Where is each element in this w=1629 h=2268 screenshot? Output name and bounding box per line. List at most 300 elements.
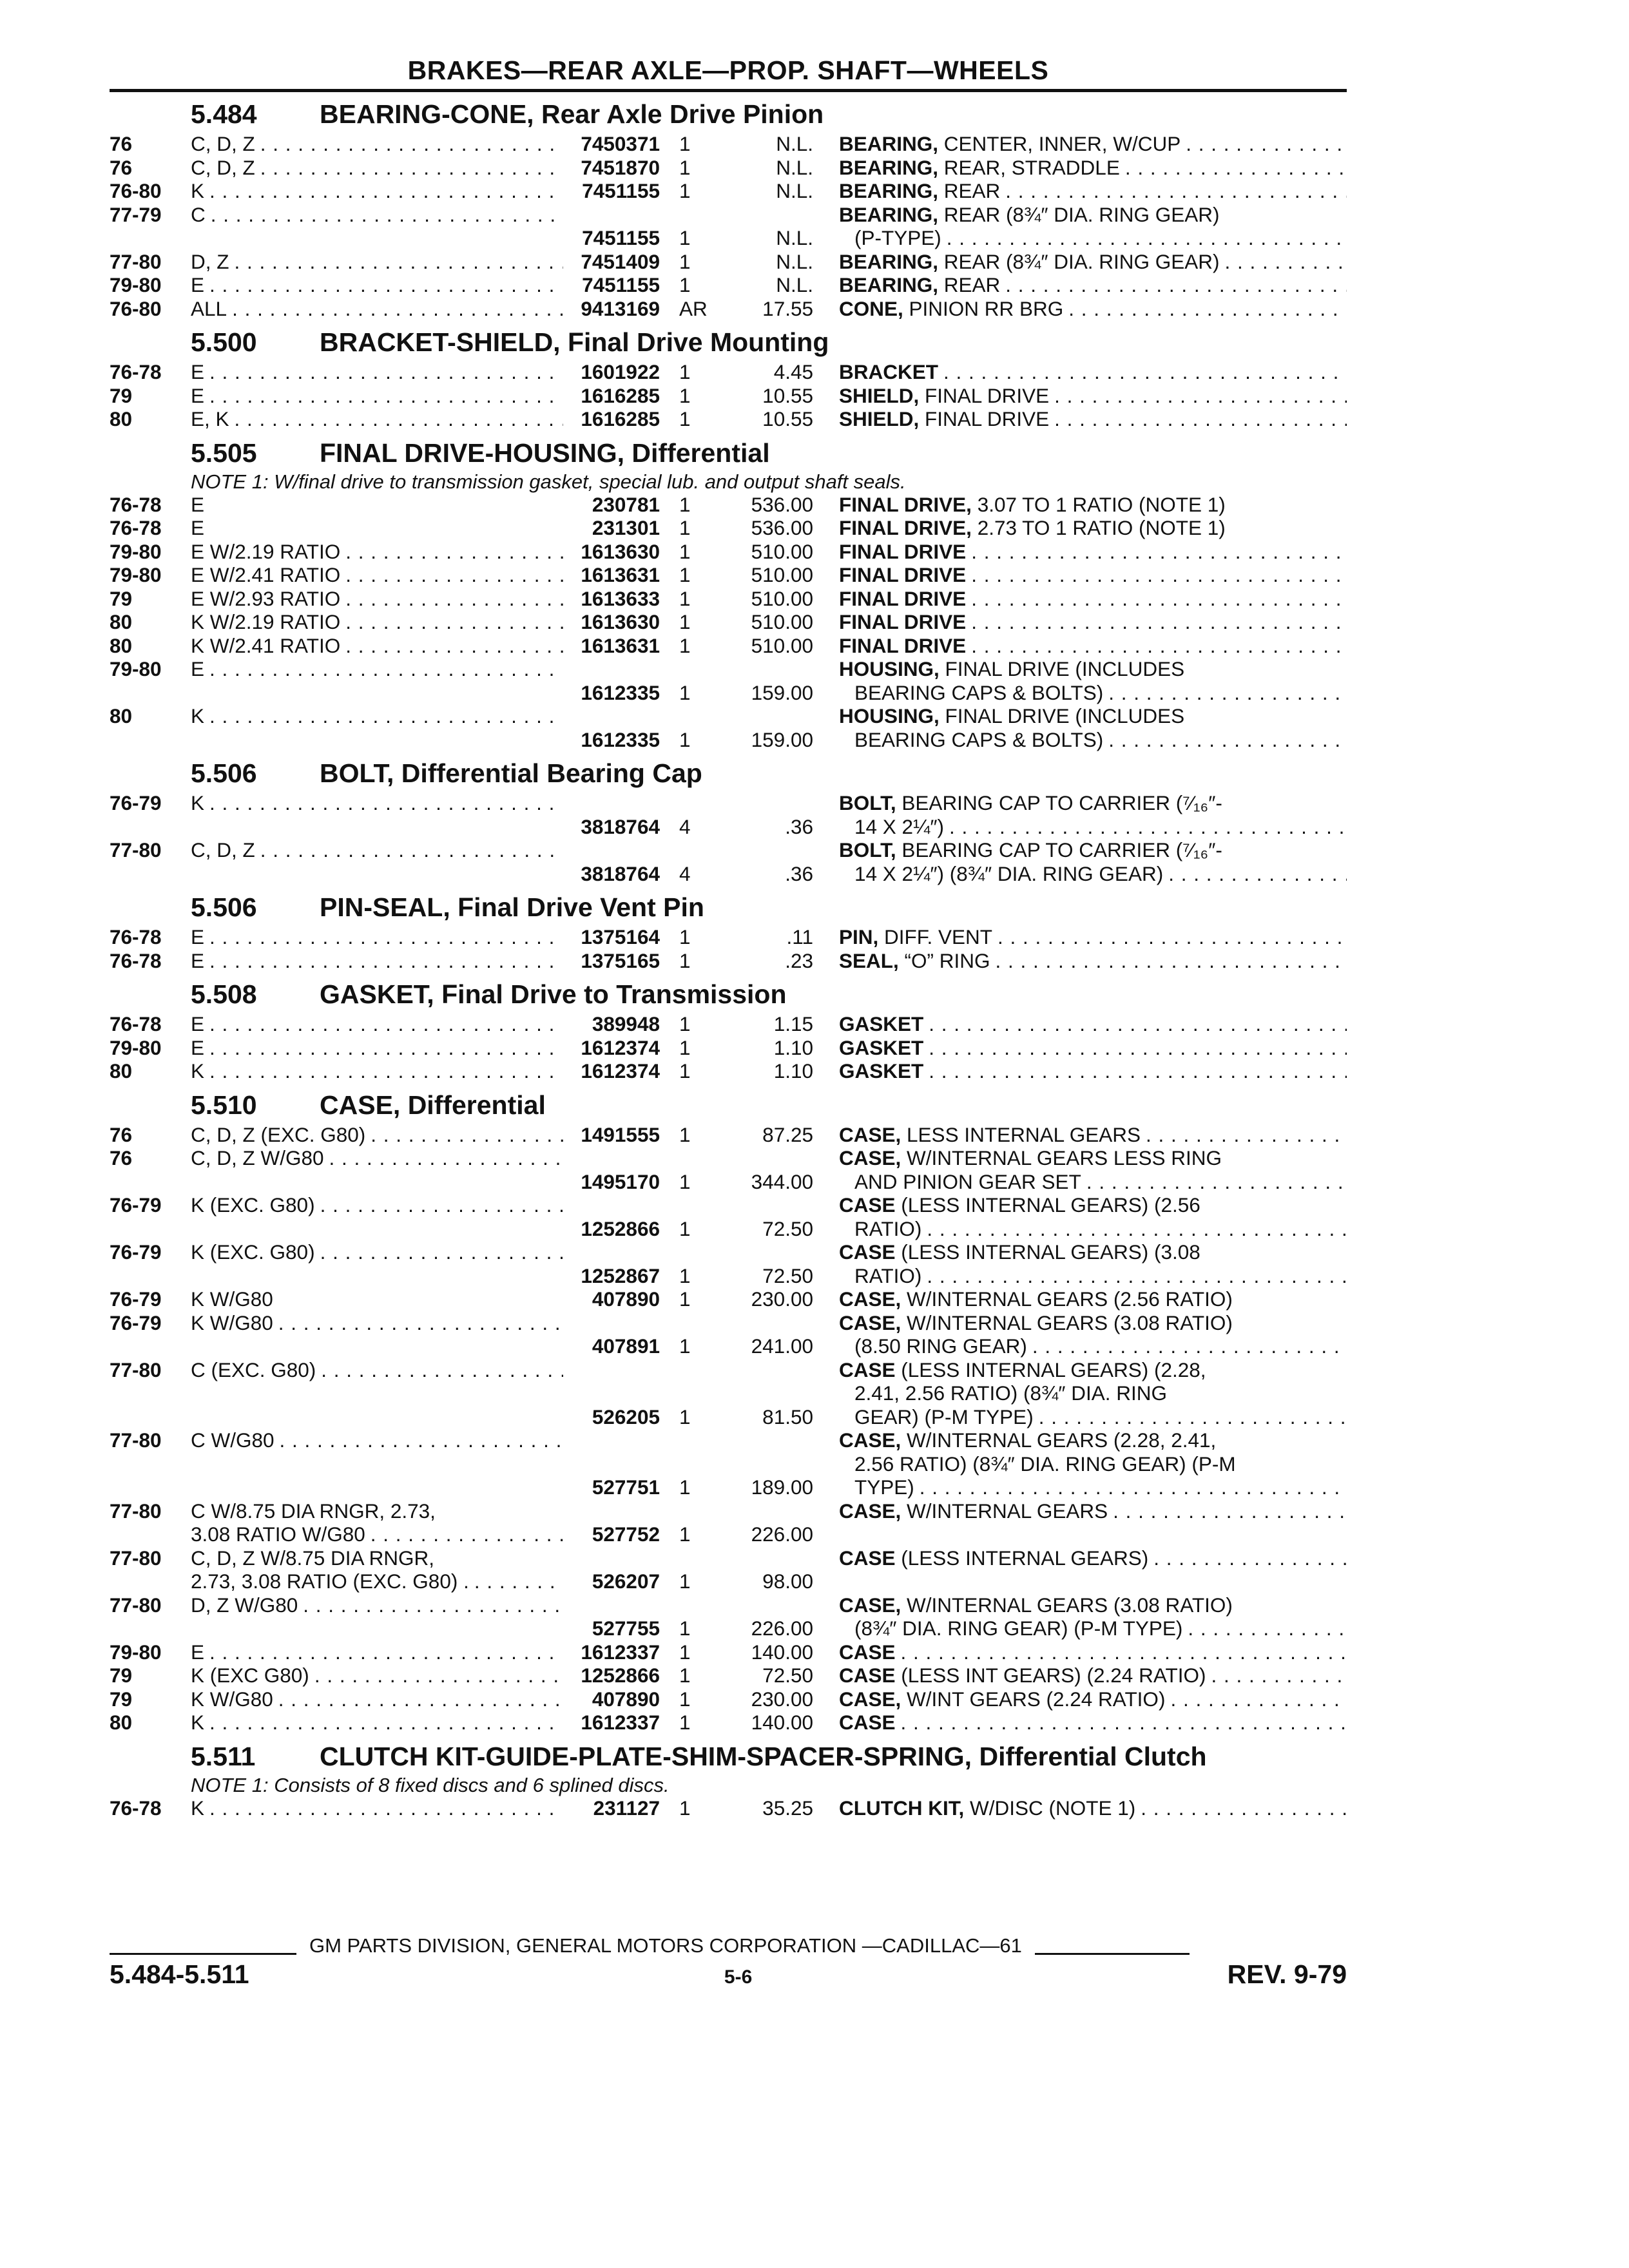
- part-number: 231127: [593, 1796, 660, 1820]
- dot-leader: [204, 384, 563, 408]
- list-price: 72.50: [762, 1264, 813, 1287]
- list-price: 10.55: [762, 383, 813, 407]
- model-applicability: [191, 203, 563, 250]
- part-description: [813, 540, 1347, 564]
- model-text: K W/G80: [191, 1287, 273, 1311]
- part-description: [813, 1146, 1347, 1193]
- description-detail: W/INTERNAL GEARS (2.28, 2.41,: [901, 1428, 1217, 1452]
- description-keyword: FINAL DRIVE,: [839, 492, 972, 516]
- part-number: 1616285: [581, 383, 660, 407]
- section-number: 5.510: [191, 1090, 257, 1120]
- parts-row: [110, 925, 1347, 949]
- description-text: (P-TYPE): [854, 226, 941, 249]
- description-keyword: GASKET: [839, 1012, 924, 1035]
- model-text: K W/2.41 RATIO: [191, 633, 341, 657]
- quantity-cell: [660, 704, 720, 751]
- model-line: [191, 1796, 563, 1820]
- part-number: 526207: [592, 1570, 660, 1593]
- quantity-cell: [660, 634, 720, 658]
- model-text: C, D, Z: [191, 155, 255, 179]
- description-text: [839, 634, 966, 658]
- description-line: [839, 704, 1347, 728]
- part-number-cell: [563, 1593, 660, 1640]
- parts-row: [110, 704, 1347, 751]
- sections-container: [110, 96, 1347, 1820]
- model-year: 76-78: [110, 1012, 162, 1035]
- description-keyword: SHIELD,: [839, 407, 920, 430]
- model-year: 76-79: [110, 1240, 162, 1264]
- part-number-cell: [563, 634, 660, 658]
- list-price: 17.55: [762, 296, 813, 320]
- parts-row: [110, 132, 1347, 156]
- parts-row: [110, 610, 1347, 634]
- description-text: [839, 156, 1120, 180]
- model-applicability: [191, 563, 563, 587]
- parts-row: [110, 179, 1347, 203]
- section-title: BRACKET-SHIELD, Final Drive Mounting: [320, 327, 829, 357]
- list-price: .11: [786, 925, 813, 948]
- model-text: K W/G80: [191, 1311, 273, 1334]
- quantity-cell: [660, 493, 720, 517]
- quantity: 1: [679, 1122, 691, 1146]
- part-number: 1612337: [581, 1711, 660, 1734]
- dot-leader: [204, 493, 563, 517]
- price-cell: [720, 1146, 813, 1193]
- model-text: E: [191, 383, 205, 407]
- description-keyword: CASE: [839, 1546, 896, 1570]
- quantity-cell: [660, 179, 720, 203]
- model-line: [191, 1059, 563, 1083]
- description-detail: FINAL DRIVE (INCLUDES: [939, 704, 1185, 727]
- dot-leader: [1000, 273, 1347, 297]
- description-text: [839, 1146, 1222, 1170]
- part-number: 230781: [592, 492, 660, 516]
- price-cell: [720, 1428, 813, 1499]
- model-year: 80: [110, 610, 133, 633]
- price-cell: [720, 1123, 813, 1147]
- quantity-cell: [660, 1311, 720, 1358]
- model-applicability: [191, 1711, 563, 1735]
- description-keyword: BOLT,: [839, 838, 896, 861]
- model-text: E: [191, 360, 205, 383]
- description-line: [839, 815, 1347, 839]
- description-detail: W/INTERNAL GEARS LESS RING: [901, 1146, 1222, 1169]
- part-number-cell: [563, 203, 660, 250]
- model-line: [191, 704, 563, 728]
- description-text: [839, 1012, 923, 1036]
- quantity: 1: [679, 563, 691, 586]
- description-text: AND PINION GEAR SET: [854, 1169, 1081, 1193]
- catalog-section: [110, 889, 1347, 972]
- dot-leader: [966, 540, 1347, 564]
- part-description: [813, 516, 1347, 540]
- quantity: 1: [679, 727, 691, 751]
- model-line: [191, 540, 563, 564]
- description-keyword: HOUSING,: [839, 657, 940, 680]
- quantity: 1: [679, 1711, 691, 1734]
- description-keyword: HOUSING,: [839, 704, 940, 727]
- model-year: 80: [110, 704, 133, 727]
- parts-row: [110, 1287, 1347, 1311]
- description-keyword: BOLT,: [839, 791, 896, 814]
- dot-leader: [227, 297, 563, 321]
- part-number-cell: [563, 1687, 660, 1711]
- model-year: 77-80: [110, 838, 162, 861]
- model-line: [191, 493, 563, 517]
- parts-row: [110, 949, 1347, 973]
- section-note: NOTE 1: Consists of 8 fixed discs and 6 splined discs.: [191, 1773, 670, 1796]
- model-line: [191, 925, 563, 949]
- description-detail: (LESS INTERNAL GEARS) (2.56: [895, 1193, 1200, 1216]
- page-header-title: BRAKES—REAR AXLE—PROP. SHAFT—WHEELS: [110, 53, 1347, 92]
- description-line: [839, 1796, 1347, 1820]
- parts-row: [110, 1711, 1347, 1735]
- model-text: E W/2.19 RATIO: [191, 539, 341, 563]
- model-applicability: [191, 407, 563, 431]
- price-cell: [720, 1499, 813, 1546]
- part-description: [813, 563, 1347, 587]
- part-number-cell: [563, 132, 660, 156]
- list-price: 159.00: [751, 727, 813, 751]
- description-detail: PINION RR BRG: [903, 296, 1064, 320]
- model-line: [191, 132, 563, 156]
- dot-leader: [1163, 862, 1347, 886]
- parts-row: [110, 1593, 1347, 1640]
- dot-leader: [1226, 493, 1347, 517]
- dot-leader: [990, 949, 1347, 973]
- description-line: [839, 1193, 1347, 1217]
- description-line: [839, 657, 1347, 681]
- model-text: E W/2.41 RATIO: [191, 563, 341, 586]
- model-applicability: [191, 1546, 563, 1593]
- description-line: [839, 1499, 1347, 1523]
- quantity: 1: [679, 516, 691, 539]
- description-keyword: BEARING,: [839, 249, 939, 273]
- model-applicability: [191, 1687, 563, 1711]
- quantity: 1: [679, 680, 691, 704]
- parts-row: [110, 360, 1347, 384]
- part-number-cell: [563, 179, 660, 203]
- model-text: K W/2.19 RATIO: [191, 610, 341, 633]
- quantity-cell: [660, 203, 720, 250]
- model-line: [191, 1146, 563, 1170]
- quantity-cell: [660, 1012, 720, 1036]
- price-cell: [720, 1311, 813, 1358]
- parts-row: [110, 1687, 1347, 1711]
- part-number-cell: [563, 1711, 660, 1735]
- model-line: [191, 1499, 563, 1523]
- model-applicability: [191, 1311, 563, 1358]
- dot-leader: [966, 634, 1347, 658]
- list-price: 81.50: [762, 1405, 813, 1428]
- model-text: K W/G80: [191, 1687, 273, 1711]
- part-description: [813, 297, 1347, 321]
- part-number-cell: [563, 1287, 660, 1311]
- description-line: [839, 1358, 1347, 1382]
- description-keyword: SHIELD,: [839, 383, 920, 407]
- list-price: N.L.: [776, 273, 813, 296]
- part-number-cell: [563, 1146, 660, 1193]
- dot-leader: [1206, 1664, 1347, 1687]
- quantity: 1: [679, 925, 691, 948]
- dot-leader: [204, 657, 563, 681]
- part-description: [813, 1687, 1347, 1711]
- dot-leader: [340, 587, 563, 611]
- part-number: 407890: [592, 1687, 660, 1711]
- parts-row: [110, 587, 1347, 611]
- price-cell: [720, 1546, 813, 1593]
- part-number-cell: [563, 1664, 660, 1687]
- price-cell: [720, 1287, 813, 1311]
- model-year: 79-80: [110, 563, 162, 586]
- description-keyword: CASE,: [839, 1122, 901, 1146]
- part-description: [813, 1499, 1347, 1546]
- section-title: CLUTCH KIT-GUIDE-PLATE-SHIM-SPACER-SPRING, Differential Clutch: [320, 1741, 1207, 1771]
- model-year: 76-79: [110, 1287, 162, 1311]
- list-price: 87.25: [762, 1122, 813, 1146]
- dot-leader: [469, 1570, 563, 1593]
- list-price: 510.00: [751, 539, 813, 563]
- dot-leader: [204, 1012, 563, 1036]
- dot-leader: [365, 1523, 563, 1546]
- section-note: NOTE 1: W/final drive to transmission gasket, special lub. and output shaft seals.: [191, 470, 906, 493]
- parts-row: [110, 516, 1347, 540]
- description-text: BEARING CAPS & BOLTS): [854, 727, 1104, 751]
- model-text: E: [191, 1035, 205, 1059]
- model-line: [191, 634, 563, 658]
- price-cell: [720, 250, 813, 274]
- quantity: 1: [679, 249, 691, 273]
- parts-row: [110, 1012, 1347, 1036]
- quantity-cell: [660, 516, 720, 540]
- part-number-cell: [563, 1640, 660, 1664]
- price-cell: [720, 1640, 813, 1664]
- part-number-cell: [563, 1311, 660, 1358]
- model-applicability: [191, 384, 563, 408]
- model-text: C W/8.75 DIA RNGR, 2.73,: [191, 1499, 436, 1523]
- model-year: 76-78: [110, 948, 162, 972]
- part-description: [813, 1711, 1347, 1735]
- model-applicability: [191, 634, 563, 658]
- description-text: [839, 838, 1222, 862]
- parts-row: [110, 1358, 1347, 1429]
- model-line: [191, 179, 563, 203]
- section-title: GASKET, Final Drive to Transmission: [320, 979, 787, 1009]
- quantity: 1: [679, 1687, 691, 1711]
- model-applicability: [191, 1036, 563, 1060]
- description-keyword: BEARING,: [839, 202, 939, 226]
- parts-row: [110, 156, 1347, 180]
- description-line: [839, 297, 1347, 321]
- part-number-cell: [563, 838, 660, 885]
- model-text: C, D, Z (EXC. G80): [191, 1122, 366, 1146]
- parts-row: [110, 1146, 1347, 1193]
- description-line: [839, 949, 1347, 973]
- description-line: [839, 728, 1347, 752]
- part-number-cell: [563, 704, 660, 751]
- model-applicability: [191, 1123, 563, 1147]
- part-description: [813, 634, 1347, 658]
- model-text: C: [191, 202, 206, 226]
- part-number: 527752: [592, 1523, 660, 1546]
- parts-row: [110, 1499, 1347, 1546]
- price-cell: [720, 156, 813, 180]
- model-applicability: [191, 657, 563, 704]
- model-line: [191, 1287, 563, 1311]
- description-keyword: CASE,: [839, 1593, 901, 1617]
- price-cell: [720, 493, 813, 517]
- description-line: [839, 384, 1347, 408]
- description-line: [839, 1311, 1347, 1335]
- quantity-cell: [660, 132, 720, 156]
- description-keyword: CASE,: [839, 1311, 901, 1334]
- model-line: [191, 1193, 563, 1217]
- description-keyword: BEARING,: [839, 155, 939, 179]
- dot-leader: [204, 1059, 563, 1083]
- model-line: [191, 1428, 563, 1452]
- part-description: [813, 1193, 1347, 1240]
- description-text: [839, 587, 966, 611]
- catalog-section: [110, 96, 1347, 320]
- parts-row: [110, 634, 1347, 658]
- model-year: 79-80: [110, 657, 162, 680]
- section-title: CASE, Differential: [320, 1090, 546, 1120]
- part-description: [813, 1593, 1347, 1640]
- section-title: BEARING-CONE, Rear Axle Drive Pinion: [320, 99, 824, 129]
- description-line: [839, 179, 1347, 203]
- description-text: (8¾″ DIA. RING GEAR) (P-M TYPE): [854, 1617, 1183, 1640]
- model-applicability: [191, 1640, 563, 1664]
- quantity-cell: [660, 563, 720, 587]
- description-keyword: CASE,: [839, 1687, 901, 1711]
- section-heading: [110, 324, 1347, 360]
- description-line: [839, 1617, 1347, 1640]
- part-number-cell: [563, 384, 660, 408]
- quantity-cell: [660, 1193, 720, 1240]
- description-line: [839, 273, 1347, 297]
- part-number-cell: [563, 407, 660, 431]
- model-line: [191, 250, 563, 274]
- model-year: 80: [110, 1711, 133, 1734]
- description-detail: W/INTERNAL GEARS (3.08 RATIO): [901, 1311, 1233, 1334]
- quantity-cell: [660, 1428, 720, 1499]
- model-year: 76-80: [110, 179, 162, 202]
- model-year: 77-80: [110, 249, 162, 273]
- list-price: 4.45: [773, 360, 813, 383]
- part-number: 7451870: [581, 155, 660, 179]
- description-detail: BEARING CAP TO CARRIER (⁷⁄₁₆″-: [896, 791, 1222, 814]
- part-number: 1613630: [581, 539, 660, 563]
- model-text: E: [191, 273, 205, 296]
- description-text: [839, 704, 1184, 728]
- quantity-cell: [660, 384, 720, 408]
- footer-section-range: 5.484-5.511: [110, 1959, 249, 1989]
- quantity-cell: [660, 1499, 720, 1546]
- part-number: 9413169: [581, 296, 660, 320]
- part-number: 3818764: [581, 814, 660, 838]
- model-text: E: [191, 657, 205, 680]
- description-text: [839, 563, 966, 587]
- dot-leader: [992, 925, 1347, 949]
- dot-leader: [1027, 1334, 1347, 1358]
- description-detail: REAR (8¾″ DIA. RING GEAR): [938, 249, 1220, 273]
- parts-row: [110, 563, 1347, 587]
- part-number: 1375165: [581, 948, 660, 972]
- section-heading: [110, 755, 1347, 791]
- part-number-cell: [563, 1036, 660, 1060]
- part-number: 1612335: [581, 727, 660, 751]
- model-text: K: [191, 791, 205, 814]
- quantity: 1: [679, 1617, 691, 1640]
- list-price: 536.00: [751, 492, 813, 516]
- quantity: 1: [679, 383, 691, 407]
- quantity: 1: [679, 155, 691, 179]
- description-text: [839, 1640, 896, 1664]
- dot-leader: [1103, 728, 1347, 752]
- list-price: N.L.: [776, 155, 813, 179]
- catalog-section: [110, 1738, 1347, 1820]
- list-price: 344.00: [751, 1169, 813, 1193]
- part-number: 1252867: [581, 1264, 660, 1287]
- part-number: 1613631: [581, 633, 660, 657]
- list-price: 98.00: [762, 1570, 813, 1593]
- dot-leader: [340, 540, 563, 564]
- quantity: 1: [679, 539, 691, 563]
- dot-leader: [1108, 1499, 1347, 1523]
- part-number-cell: [563, 1240, 660, 1287]
- parts-row: [110, 540, 1347, 564]
- part-number: 1491555: [581, 1122, 660, 1146]
- list-price: N.L.: [776, 132, 813, 155]
- part-description: [813, 1640, 1347, 1664]
- description-line: [839, 1146, 1347, 1170]
- model-line: [191, 1123, 563, 1147]
- dot-leader: [273, 1287, 563, 1311]
- model-year: 76-78: [110, 1796, 162, 1820]
- dot-leader: [923, 1059, 1347, 1083]
- dot-leader: [204, 949, 563, 973]
- catalog-section: [110, 1087, 1347, 1735]
- quantity-cell: [660, 1796, 720, 1820]
- quantity-cell: [660, 360, 720, 384]
- description-text: [839, 1193, 1200, 1217]
- footer-revision: REV. 9-79: [1227, 1959, 1347, 1989]
- quantity-cell: [660, 1640, 720, 1664]
- model-year: 76: [110, 1146, 133, 1169]
- price-cell: [720, 587, 813, 611]
- quantity: 1: [679, 586, 691, 610]
- part-description: [813, 493, 1347, 517]
- model-line: [191, 1358, 563, 1382]
- model-applicability: [191, 791, 563, 838]
- description-text: [839, 1287, 1233, 1311]
- part-number: 1613631: [581, 563, 660, 586]
- model-year: 77-80: [110, 1428, 162, 1452]
- quantity: 1: [679, 407, 691, 430]
- quantity: 1: [679, 1570, 691, 1593]
- model-year: 76-79: [110, 791, 162, 814]
- model-applicability: [191, 360, 563, 384]
- description-line: [839, 925, 1347, 949]
- dot-leader: [1063, 297, 1347, 321]
- description-line: [839, 1593, 1347, 1617]
- quantity: 1: [679, 1475, 691, 1499]
- model-applicability: [191, 1240, 563, 1287]
- description-text: 2.41, 2.56 RATIO) (8¾″ DIA. RING: [854, 1381, 1167, 1405]
- parts-row: [110, 1240, 1347, 1287]
- model-text: K: [191, 179, 205, 202]
- list-price: 510.00: [751, 633, 813, 657]
